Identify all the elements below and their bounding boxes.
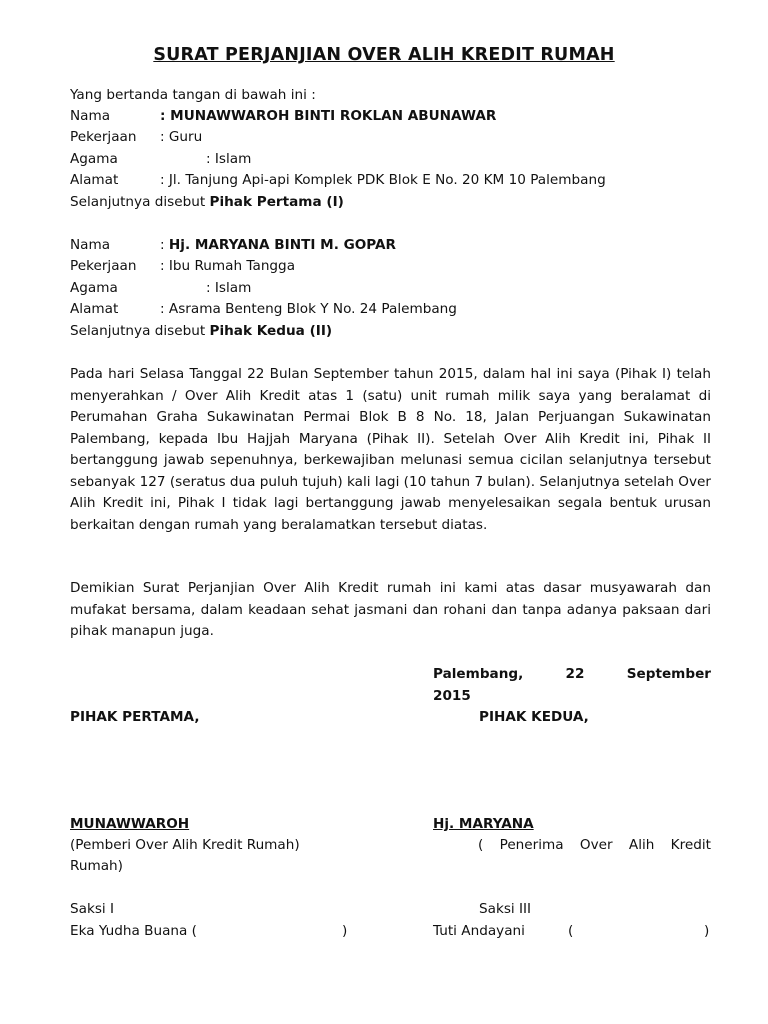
party1-designation <box>70 192 344 214</box>
party1-religion-row <box>70 149 251 171</box>
date-year: 2015 <box>433 687 471 704</box>
party1-job-row <box>70 127 202 149</box>
role-open-paren: ( <box>478 837 484 853</box>
witness3-open-paren: ( <box>568 923 574 939</box>
party1-job-value: : Guru <box>160 129 203 145</box>
party1-address-row <box>70 170 606 192</box>
date-city: Palembang, <box>433 666 524 682</box>
party2-designation <box>70 321 332 343</box>
party2-religion-row <box>70 278 251 300</box>
party2-address-row <box>70 299 457 321</box>
witness1-label: Saksi I <box>70 901 115 917</box>
witness3-label: Saksi III <box>479 901 532 917</box>
party2-job-value: : Ibu Rumah Tangga <box>160 258 296 274</box>
party2-job-row <box>70 256 295 278</box>
role-word-penerima: Penerima <box>499 837 564 853</box>
witness3-name: Tuti Andayani <box>433 923 525 939</box>
party2-role: Pihak Kedua (II) <box>209 323 333 339</box>
party2-designation-prefix: Selanjutnya disebut <box>70 323 210 339</box>
witness1-name: Eka Yudha Buana ( <box>70 923 197 939</box>
place-date-line <box>433 664 711 686</box>
party2-religion-value: : Islam <box>206 280 252 296</box>
party1-designation-prefix: Selanjutnya disebut <box>70 194 210 210</box>
role-word-alih: Alih <box>628 837 655 853</box>
party1-religion-value: : Islam <box>206 151 252 167</box>
party2-name-value: Hj. MARYANA BINTI M. GOPAR <box>168 237 397 253</box>
second-signatory-role <box>433 835 711 857</box>
party1-role: Pihak Pertama (I) <box>209 194 344 210</box>
closing-paragraph: Demikian Surat Perjanjian Over Alih Kredit rumah ini kami atas dasar musyawarah dan mufakat bersama, dalam keadaan sehat jasmani dan rohani dan tanpa adanya paksaan dari pihak manapun juga. <box>70 580 711 639</box>
witness3-close-paren: ) <box>704 923 710 939</box>
second-signatory-role-line <box>433 835 711 857</box>
party2-address-label: Alamat <box>70 301 119 317</box>
party1-name-value: : MUNAWWAROH BINTI ROKLAN ABUNAWAR <box>160 108 497 124</box>
role-word-over: Over <box>579 837 613 853</box>
first-party-heading: PIHAK PERTAMA, <box>70 709 200 725</box>
party2-name-label: Nama <box>70 237 111 253</box>
intro-line: Yang bertanda tangan di bawah ini : <box>70 87 316 103</box>
witness1-close-paren: ) <box>342 923 348 939</box>
party1-name-row <box>70 106 496 128</box>
date-month: September <box>626 666 711 682</box>
second-party-heading: PIHAK KEDUA, <box>479 709 589 725</box>
party1-address-label: Alamat <box>70 172 119 188</box>
party1-religion-label: Agama <box>70 151 118 167</box>
party1-job-label: Pekerjaan <box>70 129 137 145</box>
party2-job-label: Pekerjaan <box>70 258 137 274</box>
role-word-kredit: Kredit <box>670 837 711 853</box>
second-signatory-role-continued: Rumah) <box>70 858 123 874</box>
place-date <box>433 664 711 707</box>
party2-religion-label: Agama <box>70 280 118 296</box>
agreement-paragraph: Pada hari Selasa Tanggal 22 Bulan September tahun 2015, dalam hal ini saya (Pihak I) telah menyerahkan / Over Alih Kredit atas 1 (satu) unit rumah milik saya yang beralamat di Perumahan Graha Sukawinatan Permai Blok B 8 No. 18, Jalan Perjuangan Sukawinatan Palembang, kepada Ibu Hajjah Maryana (Pihak II). Setelah Over Alih Kredit ini, Pihak II bertanggung jawab sepenuhnya, berkewajiban melunasi semua cicilan selanjutnya tersebut sebanyak 127 (seratus dua puluh tujuh) kali lagi (10 tahun 7 bulan). Selanjutnya setelah Over Alih Kredit ini, Pihak I tidak lagi bertanggung jawab menyelesaikan segala bentuk urusan berkaitan dengan rumah yang beralamatkan tersebut diatas. <box>70 366 711 533</box>
first-signatory-role: (Pemberi Over Alih Kredit Rumah) <box>70 837 300 853</box>
party2-name-colon: : <box>160 237 169 253</box>
party2-name-row <box>70 235 396 257</box>
date-day: 22 <box>565 666 585 682</box>
second-signatory-name: Hj. MARYANA <box>433 816 534 832</box>
document-title: SURAT PERJANJIAN OVER ALIH KREDIT RUMAH <box>153 45 615 65</box>
party1-name-label: Nama <box>70 108 111 124</box>
first-signatory-name: MUNAWWAROH <box>70 816 190 832</box>
party1-address-value: : Jl. Tanjung Api-api Komplek PDK Blok E No. 20 KM 10 Palembang <box>160 172 606 188</box>
party2-address-value: : Asrama Benteng Blok Y No. 24 Palembang <box>160 301 457 317</box>
